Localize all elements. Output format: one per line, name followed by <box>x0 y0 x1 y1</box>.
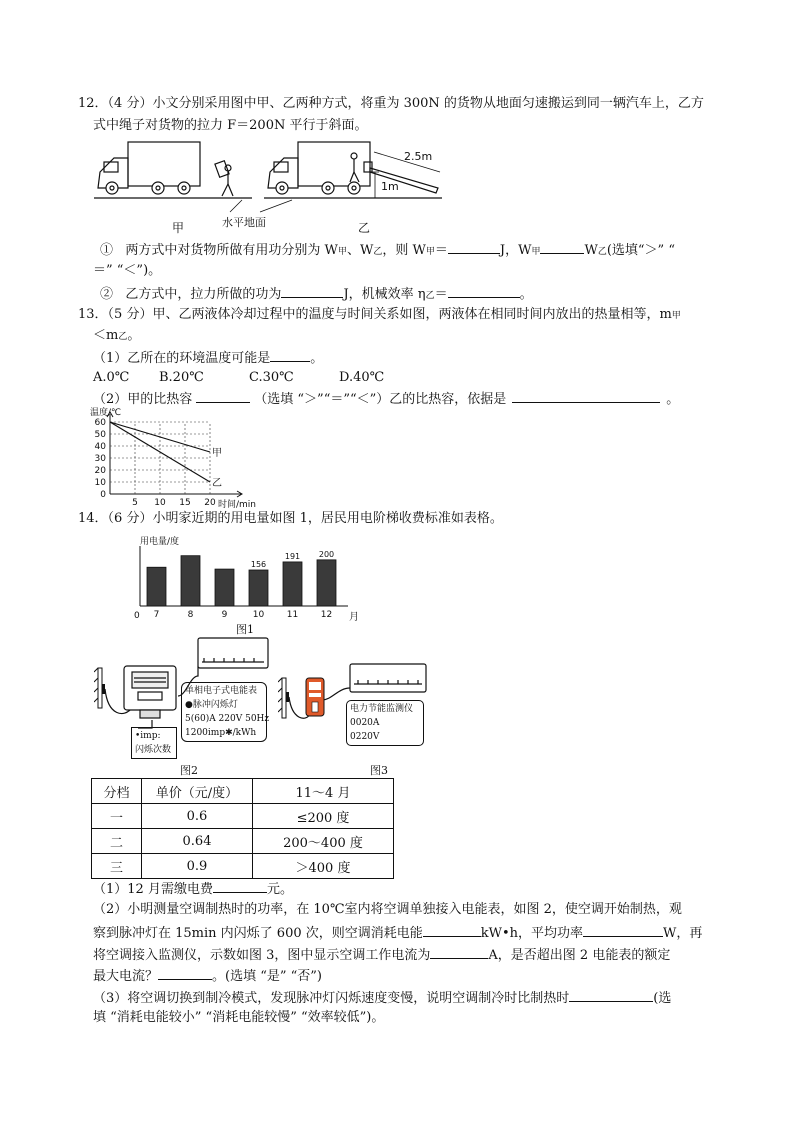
q14-p2-l1: （2）小明测量空调制热时的功率，在 10℃室内将空调单独接入电能表，如图 2，使空调开始制热，观 <box>93 902 682 917</box>
q12-sub1-cont: ＝” “＜”)。 <box>93 263 162 278</box>
answer-blank[interactable] <box>270 348 310 362</box>
q13-line2: ＜m乙。 <box>93 328 141 343</box>
ground-label: 水平地面 <box>222 216 266 229</box>
bar-tick-label: 7 <box>153 610 160 620</box>
table-row <box>92 854 394 879</box>
table-row <box>92 804 394 829</box>
bar-month-9 <box>215 569 234 606</box>
bar-data-label: 200 <box>318 549 335 559</box>
answer-blank[interactable] <box>583 923 663 937</box>
bar-y-label: 用电量/度 <box>140 537 180 547</box>
bar-month-10 <box>249 570 268 606</box>
fig1-caption: 图1 <box>236 623 254 636</box>
electric-meter-icon <box>124 666 176 718</box>
bar-origin: 0 <box>134 611 140 621</box>
table-cell: ≤200 度 <box>253 804 394 829</box>
table-header-cell: 单价（元/度） <box>142 779 253 804</box>
table-cell: 0.64 <box>142 829 253 854</box>
table-header-cell: 11～4 月 <box>253 779 394 804</box>
person-carrying-icon <box>215 161 233 196</box>
q14-line1: 14．（6 分）小明家近期的用电量如图 1，居民用电阶梯收费标准如表格。 <box>78 511 503 526</box>
q14-p3-l1: （3）将空调切换到制冷模式，发现脉冲灯闪烁速度变慢，说明空调制冷时比制热时 (选 <box>93 988 671 1008</box>
meter-info-box: 单相电子式电能表 ●脉冲闪烁灯 5(60)A 220V 50Hz 1200imp✱/kWh <box>181 682 267 742</box>
series-label: 甲 <box>212 448 222 459</box>
answer-blank[interactable] <box>448 284 520 298</box>
air-conditioner-icon <box>198 638 268 668</box>
bar-tick-label: 11 <box>286 610 299 620</box>
dim-2-5m-label: 2.5m <box>404 150 433 163</box>
truck-yi-icon <box>268 142 370 194</box>
q14-p2-l4: 最大电流？ 。(选填 “是” “否”) <box>93 966 322 986</box>
answer-blank[interactable] <box>540 240 584 254</box>
y-tick-label: 20 <box>94 466 106 476</box>
table-cell: 三 <box>92 854 142 879</box>
truck-jia-icon <box>98 142 200 194</box>
q13-options <box>93 369 384 387</box>
electricity-bar-chart <box>126 532 376 628</box>
table-header-row <box>92 779 394 804</box>
y-tick-label: 10 <box>94 478 106 488</box>
y-tick-label: 60 <box>94 418 106 428</box>
table-cell: 一 <box>92 804 142 829</box>
series-label: 乙 <box>212 478 222 489</box>
q14-p3-l2: 填 “消耗电能较小” “消耗电能较慢” “效率较低”)。 <box>93 1010 385 1025</box>
q12-sub2: ② 乙方式中，拉力所做的功为 J，机械效率 η乙＝ 。 <box>100 284 533 305</box>
table-cell: ＞400 度 <box>253 854 394 879</box>
bar-month-8 <box>181 556 200 606</box>
table-row <box>92 829 394 854</box>
bar-tick-label: 12 <box>320 610 333 620</box>
table-cell: 0.6 <box>142 804 253 829</box>
fee-table <box>91 778 394 879</box>
bar-month-7 <box>147 567 166 606</box>
bar-tick-label: 10 <box>252 610 265 620</box>
q12-line2: 式中绳子对货物的拉力 F＝200N 平行于斜面。 <box>93 118 368 133</box>
table-cell: 二 <box>92 829 142 854</box>
y-tick-label: 40 <box>94 442 106 452</box>
q14-p2-l3: 将空调接入监测仪，示数如图 3，图中显示空调工作电流为 A，是否超出图 2 电能表的额定 <box>93 945 670 965</box>
option-a: A.0℃ <box>93 370 130 385</box>
y-axis-label: 温度/℃ <box>90 408 122 418</box>
dim-1m-label: 1m <box>381 180 399 193</box>
monitor-info-box: 电力节能监测仪 0020A 0220V <box>346 700 424 746</box>
series-line-jia <box>110 422 210 452</box>
answer-blank[interactable] <box>569 988 653 1002</box>
bar-tick-label: 8 <box>187 610 194 620</box>
answer-blank[interactable] <box>196 389 250 403</box>
option-d: D.40℃ <box>339 370 385 385</box>
y-tick-label: 30 <box>94 454 106 464</box>
fig2-caption: 图2 <box>180 764 198 777</box>
bar-tick-label: 9 <box>221 610 228 620</box>
answer-blank[interactable] <box>448 240 500 254</box>
x-tick-label: 20 <box>204 498 216 508</box>
bar-x-unit: 月 <box>349 612 359 623</box>
x-tick-label: 5 <box>132 498 138 508</box>
q13-p1: （1）乙所在的环境温度可能是 。 <box>93 348 323 368</box>
q14-p1: （1）12 月需缴电费 元。 <box>93 879 293 899</box>
q13-p2: （2）甲的比热容 （选填 “＞”“＝”“＜”）乙的比热容，依据是 。 <box>93 389 679 409</box>
fig3-caption: 图3 <box>370 764 388 777</box>
bar-month-12 <box>317 560 336 606</box>
q13-line1: 13．（5 分）甲、乙两液体冷却过程中的温度与时间关系如图，两液体在相同时间内放出的热量相等，m甲 <box>78 307 681 322</box>
answer-blank[interactable] <box>512 389 660 403</box>
x-axis-label: 时间/min <box>218 500 257 510</box>
option-c: C.30℃ <box>249 370 294 385</box>
bar-data-label: 191 <box>284 551 301 561</box>
air-conditioner-icon <box>350 664 426 692</box>
x-tick-label: 10 <box>154 498 166 508</box>
option-b: B.20℃ <box>159 370 204 385</box>
bar-month-11 <box>283 562 302 606</box>
answer-blank[interactable] <box>158 966 212 980</box>
q12-figure <box>92 138 452 236</box>
table-cell: 200～400 度 <box>253 829 394 854</box>
x-tick-label: 15 <box>179 498 191 508</box>
answer-blank[interactable] <box>213 879 267 893</box>
q12-line1: 12．（4 分）小文分别采用图中甲、乙两种方式，将重为 300N 的货物从地面匀速搬运到同一辆汽车上，乙方 <box>78 96 704 111</box>
label-jia: 甲 <box>172 221 185 235</box>
energy-monitor-icon <box>306 678 324 716</box>
imp-box: •imp: 闪烁次数 <box>131 727 177 759</box>
temperature-time-chart <box>82 404 272 512</box>
q12-sub1: ① 两方式中对货物所做有用功分别为 W甲、W乙，则 W甲＝ J，W甲 W乙(选填“＞” “ <box>100 240 675 261</box>
table-header-cell: 分档 <box>92 779 142 804</box>
label-yi: 乙 <box>358 221 371 235</box>
y-tick-label: 0 <box>100 490 106 500</box>
answer-blank[interactable] <box>423 923 481 937</box>
y-tick-label: 50 <box>94 430 106 440</box>
table-cell: 0.9 <box>142 854 253 879</box>
bar-data-label: 156 <box>250 560 267 569</box>
answer-blank[interactable] <box>281 284 343 298</box>
answer-blank[interactable] <box>430 945 488 959</box>
q14-p2-l2: 察到脉冲灯在 15min 内闪烁了 600 次，则空调消耗电能 kW•h，平均功率 W，再 <box>93 923 702 943</box>
